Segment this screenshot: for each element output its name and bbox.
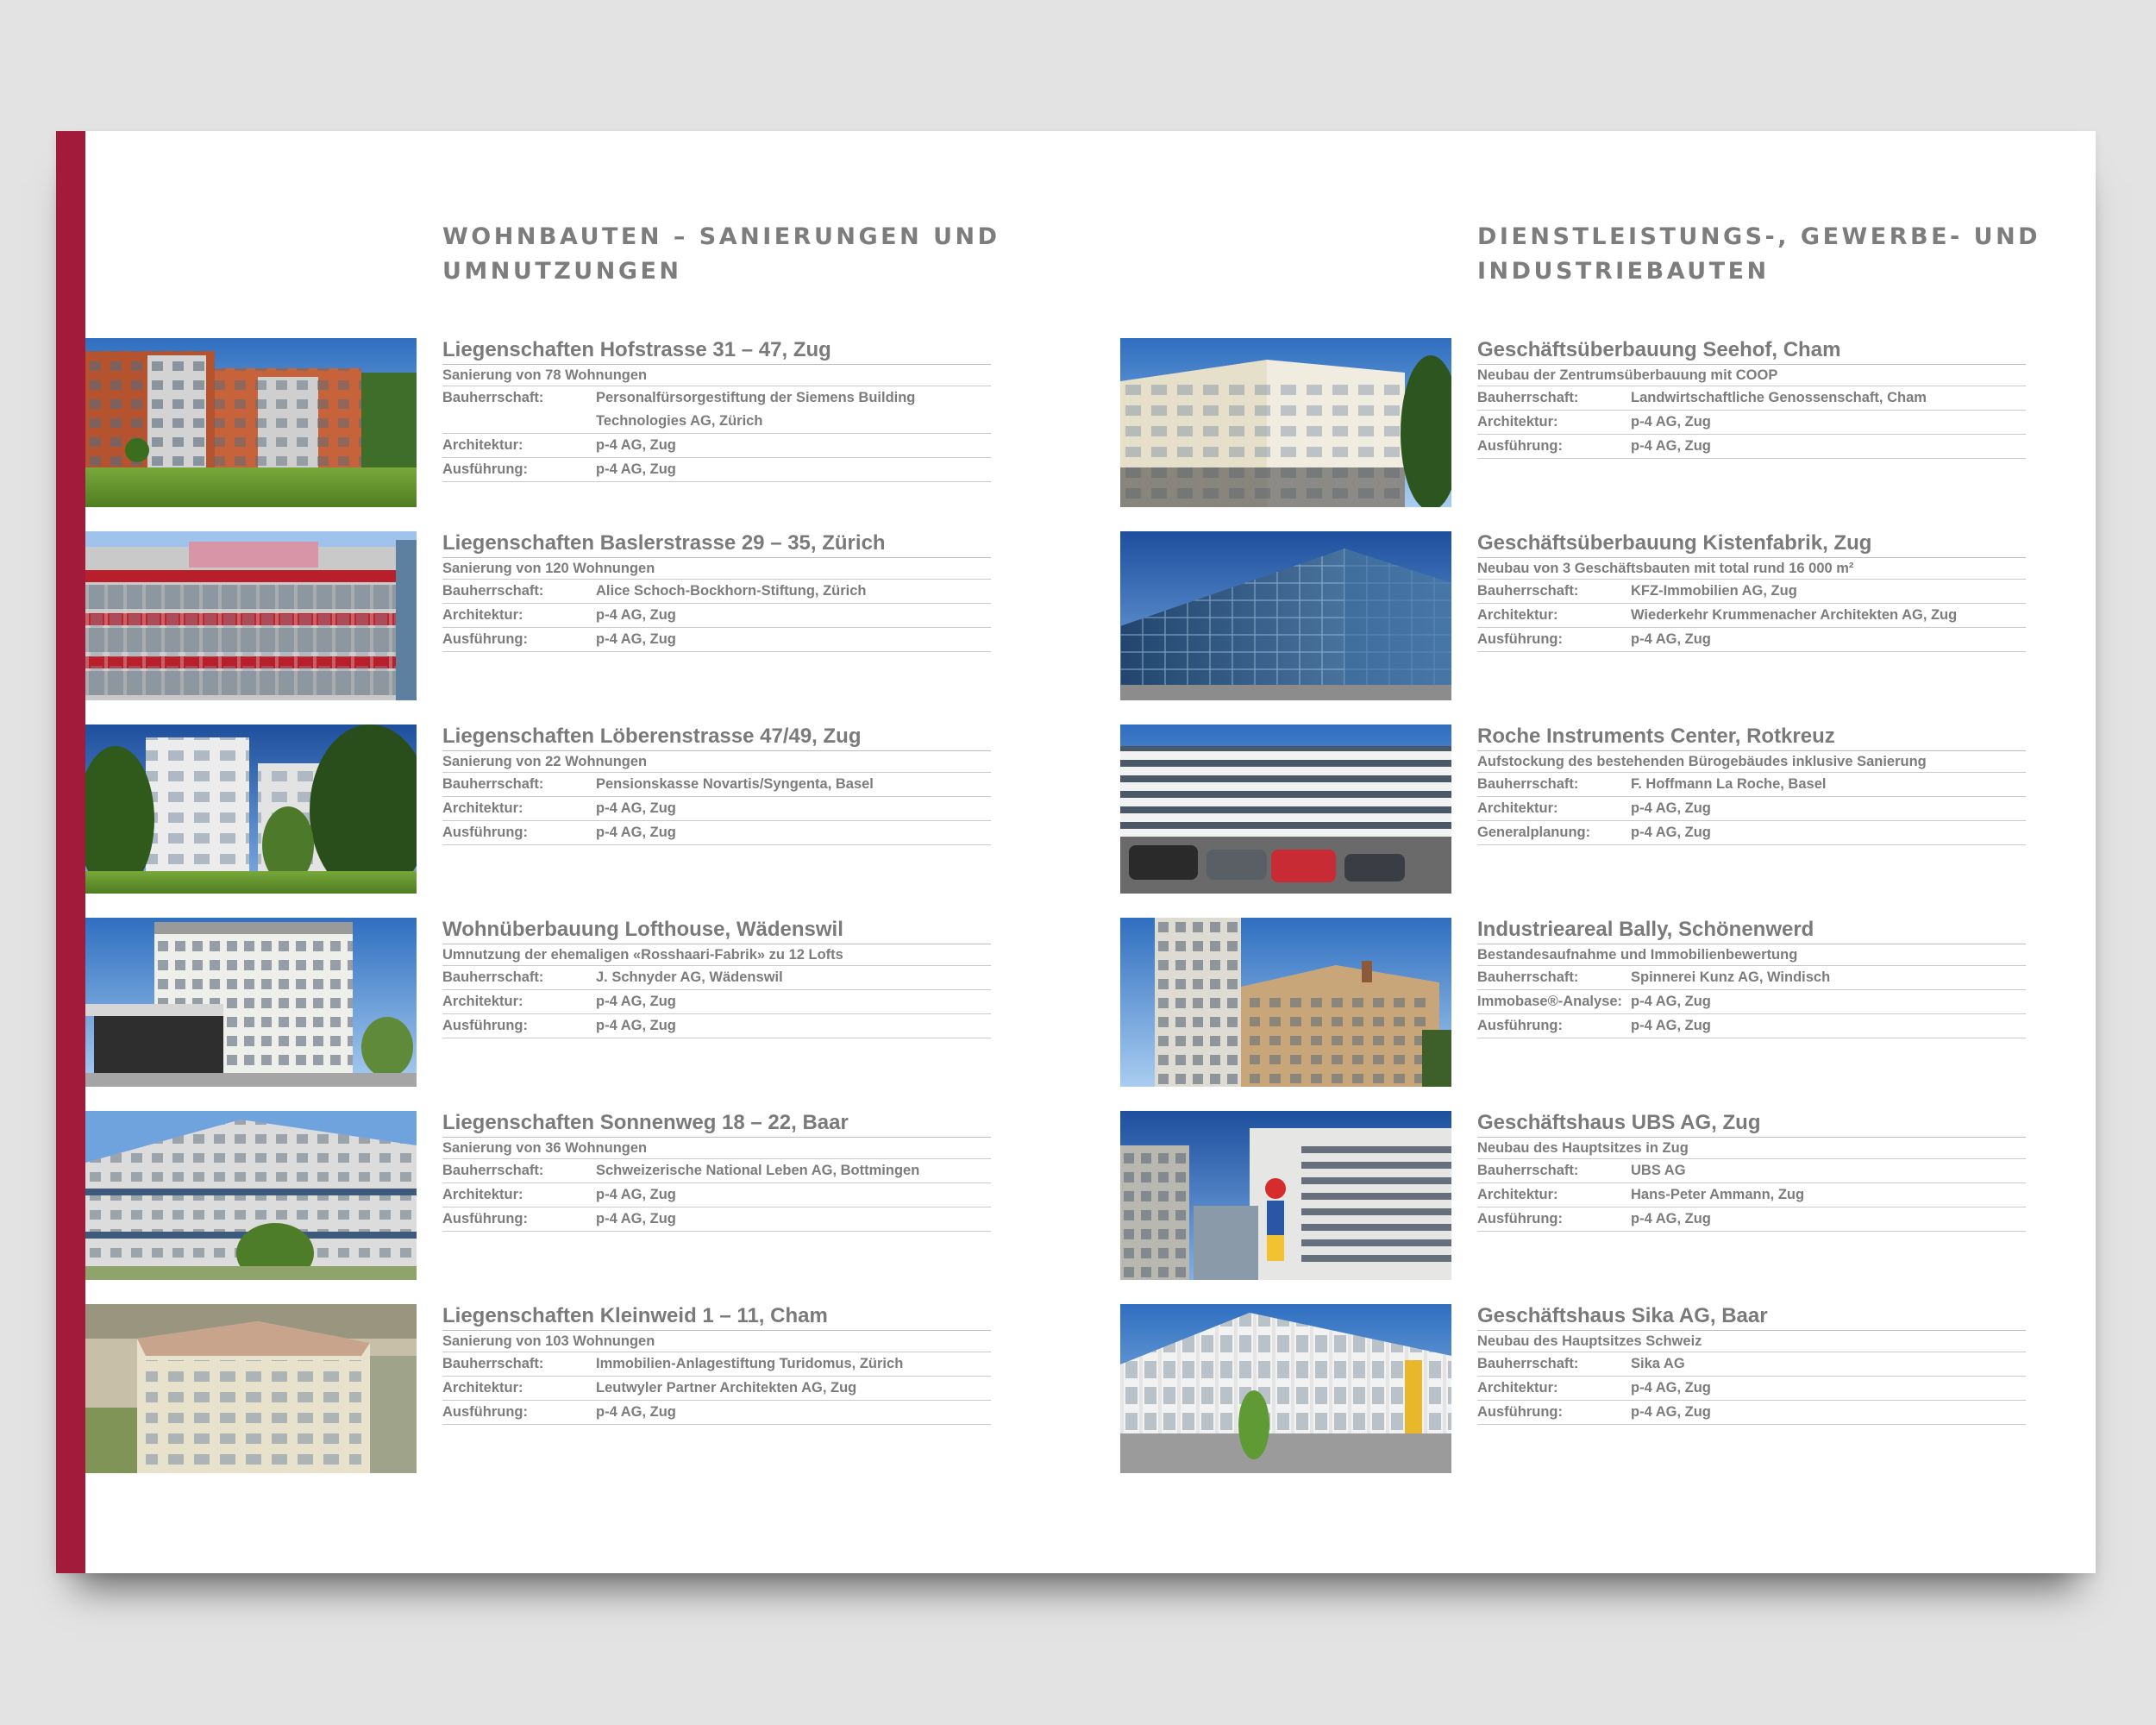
detail-row (442, 1183, 991, 1208)
detail-row (1477, 1183, 2026, 1208)
left-section-title: WOHNBAUTEN – SANIERUNGEN UND UMNUTZUNGEN (442, 223, 1000, 285)
detail-value: Wiederkehr Krummenacher Architekten AG, Zug (1631, 607, 1958, 623)
project-subtitle: Bestandesaufnahme und Immobilienbewertung (1477, 944, 2026, 966)
detail-label: Architektur: (1477, 1380, 1558, 1396)
detail-row (442, 386, 991, 434)
detail-label: Ausführung: (442, 1211, 528, 1226)
detail-label: Architektur: (1477, 800, 1558, 816)
project-photo (85, 1111, 417, 1280)
detail-row (1477, 821, 2026, 845)
detail-row (442, 797, 991, 821)
detail-row (442, 580, 991, 604)
brochure-spread (56, 131, 2096, 1573)
detail-value: Spinnerei Kunz AG, Windisch (1631, 969, 1831, 985)
detail-label: Ausführung: (442, 1018, 528, 1033)
project-subtitle: Aufstockung des bestehenden Bürogebäudes inklusive Sanierung (1477, 751, 2026, 773)
detail-value: p-4 AG, Zug (1631, 438, 1711, 454)
detail-row (442, 990, 991, 1014)
project-subtitle: Neubau des Hauptsitzes Schweiz (1477, 1331, 2026, 1352)
detail-row (1477, 1208, 2026, 1232)
project-info (442, 1304, 991, 1425)
detail-label: Bauherrschaft: (442, 390, 544, 405)
project-title: Geschäftsüberbauung Seehof, Cham (1477, 338, 2026, 365)
detail-value: p-4 AG, Zug (1631, 1404, 1711, 1420)
detail-value: Pensionskasse Novartis/Syngenta, Basel (596, 776, 874, 792)
project-photo (1120, 724, 1451, 894)
detail-value: p-4 AG, Zug (1631, 1211, 1711, 1226)
detail-value: p-4 AG, Zug (1631, 994, 1711, 1009)
project-info (1477, 531, 2026, 652)
detail-row (442, 1377, 991, 1401)
project-title: Roche Instruments Center, Rotkreuz (1477, 724, 2026, 751)
project-title: Liegenschaften Sonnenweg 18 – 22, Baar (442, 1111, 991, 1138)
detail-label: Architektur: (1477, 607, 1558, 623)
project-title: Liegenschaften Hofstrasse 31 – 47, Zug (442, 338, 991, 365)
detail-label: Ausführung: (1477, 1211, 1563, 1226)
project-subtitle: Sanierung von 36 Wohnungen (442, 1138, 991, 1159)
detail-label: Architektur: (442, 437, 523, 453)
project-info (442, 531, 991, 652)
project-subtitle: Sanierung von 120 Wohnungen (442, 558, 991, 580)
project-info (1477, 338, 2026, 459)
project-subtitle: Sanierung von 103 Wohnungen (442, 1331, 991, 1352)
project-info (442, 724, 991, 845)
detail-label: Architektur: (1477, 1187, 1558, 1202)
detail-value: p-4 AG, Zug (1631, 1380, 1711, 1396)
detail-value: p-4 AG, Zug (596, 1187, 676, 1202)
detail-label: Bauherrschaft: (1477, 1163, 1579, 1178)
detail-row (1477, 773, 2026, 797)
project-title: Geschäftshaus UBS AG, Zug (1477, 1111, 2026, 1138)
detail-label: Architektur: (442, 607, 523, 623)
project-info (442, 918, 991, 1038)
detail-row (1477, 435, 2026, 459)
detail-label: Immobase®-Analyse: (1477, 994, 1623, 1009)
project-photo (85, 724, 417, 894)
detail-value: p-4 AG, Zug (596, 1018, 676, 1033)
detail-label: Bauherrschaft: (1477, 969, 1579, 985)
detail-row (442, 1401, 991, 1425)
detail-label: Ausführung: (1477, 1018, 1563, 1033)
detail-value: p-4 AG, Zug (596, 607, 676, 623)
detail-value: Alice Schoch-Bockhorn-Stiftung, Zürich (596, 583, 867, 599)
detail-row (1477, 1401, 2026, 1425)
detail-value: Schweizerische National Leben AG, Bottmingen (596, 1163, 920, 1178)
project-title: Geschäftsüberbauung Kistenfabrik, Zug (1477, 531, 2026, 558)
detail-label: Architektur: (442, 1380, 523, 1396)
detail-label: Generalplanung: (1477, 825, 1591, 840)
project-subtitle: Neubau von 3 Geschäftsbauten mit total rund 16 000 m² (1477, 558, 2026, 580)
detail-value: p-4 AG, Zug (596, 1211, 676, 1226)
project-subtitle: Neubau der Zentrumsüberbauung mit COOP (1477, 365, 2026, 386)
detail-row (1477, 604, 2026, 628)
project-subtitle: Umnutzung der ehemaligen «Rosshaari-Fabrik» zu 12 Lofts (442, 944, 991, 966)
project-subtitle: Neubau des Hauptsitzes in Zug (1477, 1138, 2026, 1159)
project-info (1477, 1304, 2026, 1425)
project-title: Liegenschaften Baslerstrasse 29 – 35, Zürich (442, 531, 991, 558)
detail-row (442, 1159, 991, 1183)
project-photo (1120, 1111, 1451, 1280)
detail-value: p-4 AG, Zug (596, 800, 676, 816)
project-photo (1120, 531, 1451, 700)
detail-row (442, 458, 991, 482)
detail-value: p-4 AG, Zug (596, 437, 676, 453)
project-photo (1120, 918, 1451, 1087)
detail-label: Ausführung: (442, 461, 528, 477)
detail-value: Hans-Peter Ammann, Zug (1631, 1187, 1805, 1202)
detail-row (1477, 628, 2026, 652)
detail-value: p-4 AG, Zug (1631, 414, 1711, 430)
detail-value: p-4 AG, Zug (596, 994, 676, 1009)
detail-label: Bauherrschaft: (1477, 583, 1579, 599)
detail-row (442, 1352, 991, 1377)
detail-label: Bauherrschaft: (442, 1163, 544, 1178)
detail-row (1477, 1014, 2026, 1038)
project-info (1477, 918, 2026, 1038)
detail-label: Bauherrschaft: (442, 776, 544, 792)
detail-value: Sika AG (1631, 1356, 1685, 1371)
detail-label: Architektur: (442, 1187, 523, 1202)
project-info (442, 1111, 991, 1232)
detail-value: Personalfürsorgestiftung der Siemens Building Technologies AG, Zürich (596, 390, 916, 429)
detail-row (442, 628, 991, 652)
detail-label: Ausführung: (442, 1404, 528, 1420)
right-section-title: DIENSTLEISTUNGS-, GEWERBE- UND INDUSTRIEBAUTEN (1477, 223, 2041, 285)
detail-row (442, 773, 991, 797)
detail-label: Ausführung: (1477, 438, 1563, 454)
detail-row (1477, 1159, 2026, 1183)
project-photo (85, 338, 417, 507)
detail-row (1477, 797, 2026, 821)
project-photo (85, 1304, 417, 1473)
detail-value: p-4 AG, Zug (1631, 1018, 1711, 1033)
detail-value: J. Schnyder AG, Wädenswil (596, 969, 783, 985)
detail-label: Ausführung: (1477, 631, 1563, 647)
project-info (442, 338, 991, 482)
detail-value: KFZ-Immobilien AG, Zug (1631, 583, 1797, 599)
project-subtitle: Sanierung von 78 Wohnungen (442, 365, 991, 386)
detail-value: p-4 AG, Zug (596, 631, 676, 647)
detail-row (442, 966, 991, 990)
detail-row (1477, 411, 2026, 435)
detail-row (442, 1208, 991, 1232)
detail-label: Bauherrschaft: (1477, 390, 1579, 405)
detail-value: Landwirtschaftliche Genossenschaft, Cham (1631, 390, 1927, 405)
project-title: Liegenschaften Löberenstrasse 47/49, Zug (442, 724, 991, 751)
detail-row (442, 1014, 991, 1038)
detail-value: p-4 AG, Zug (1631, 800, 1711, 816)
project-photo (85, 918, 417, 1087)
project-title: Geschäftshaus Sika AG, Baar (1477, 1304, 2026, 1331)
project-photo (85, 531, 417, 700)
detail-label: Ausführung: (1477, 1404, 1563, 1420)
detail-row (1477, 386, 2026, 411)
detail-label: Architektur: (442, 800, 523, 816)
project-photo (1120, 1304, 1451, 1473)
detail-row (1477, 1352, 2026, 1377)
detail-label: Ausführung: (442, 825, 528, 840)
project-subtitle: Sanierung von 22 Wohnungen (442, 751, 991, 773)
detail-label: Bauherrschaft: (1477, 1356, 1579, 1371)
detail-label: Bauherrschaft: (442, 1356, 544, 1371)
detail-row (1477, 580, 2026, 604)
detail-value: p-4 AG, Zug (1631, 825, 1711, 840)
detail-value: Immobilien-Anlagestiftung Turidomus, Zürich (596, 1356, 904, 1371)
detail-value: p-4 AG, Zug (596, 461, 676, 477)
project-photo (1120, 338, 1451, 507)
detail-label: Bauherrschaft: (442, 583, 544, 599)
detail-row (442, 604, 991, 628)
project-info (1477, 1111, 2026, 1232)
red-spine-bar (56, 131, 85, 1573)
detail-row (442, 821, 991, 845)
project-title: Industrieareal Bally, Schönenwerd (1477, 918, 2026, 944)
detail-row (1477, 990, 2026, 1014)
project-title: Liegenschaften Kleinweid 1 – 11, Cham (442, 1304, 991, 1331)
detail-value: p-4 AG, Zug (596, 825, 676, 840)
detail-value: p-4 AG, Zug (1631, 631, 1711, 647)
project-info (1477, 724, 2026, 845)
detail-value: Leutwyler Partner Architekten AG, Zug (596, 1380, 857, 1396)
detail-row (442, 434, 991, 458)
detail-value: UBS AG (1631, 1163, 1686, 1178)
detail-value: p-4 AG, Zug (596, 1404, 676, 1420)
detail-label: Bauherrschaft: (442, 969, 544, 985)
detail-row (1477, 966, 2026, 990)
detail-row (1477, 1377, 2026, 1401)
detail-value: F. Hoffmann La Roche, Basel (1631, 776, 1827, 792)
detail-label: Bauherrschaft: (1477, 776, 1579, 792)
detail-label: Architektur: (442, 994, 523, 1009)
project-title: Wohnüberbauung Lofthouse, Wädenswil (442, 918, 991, 944)
detail-label: Ausführung: (442, 631, 528, 647)
detail-label: Architektur: (1477, 414, 1558, 430)
